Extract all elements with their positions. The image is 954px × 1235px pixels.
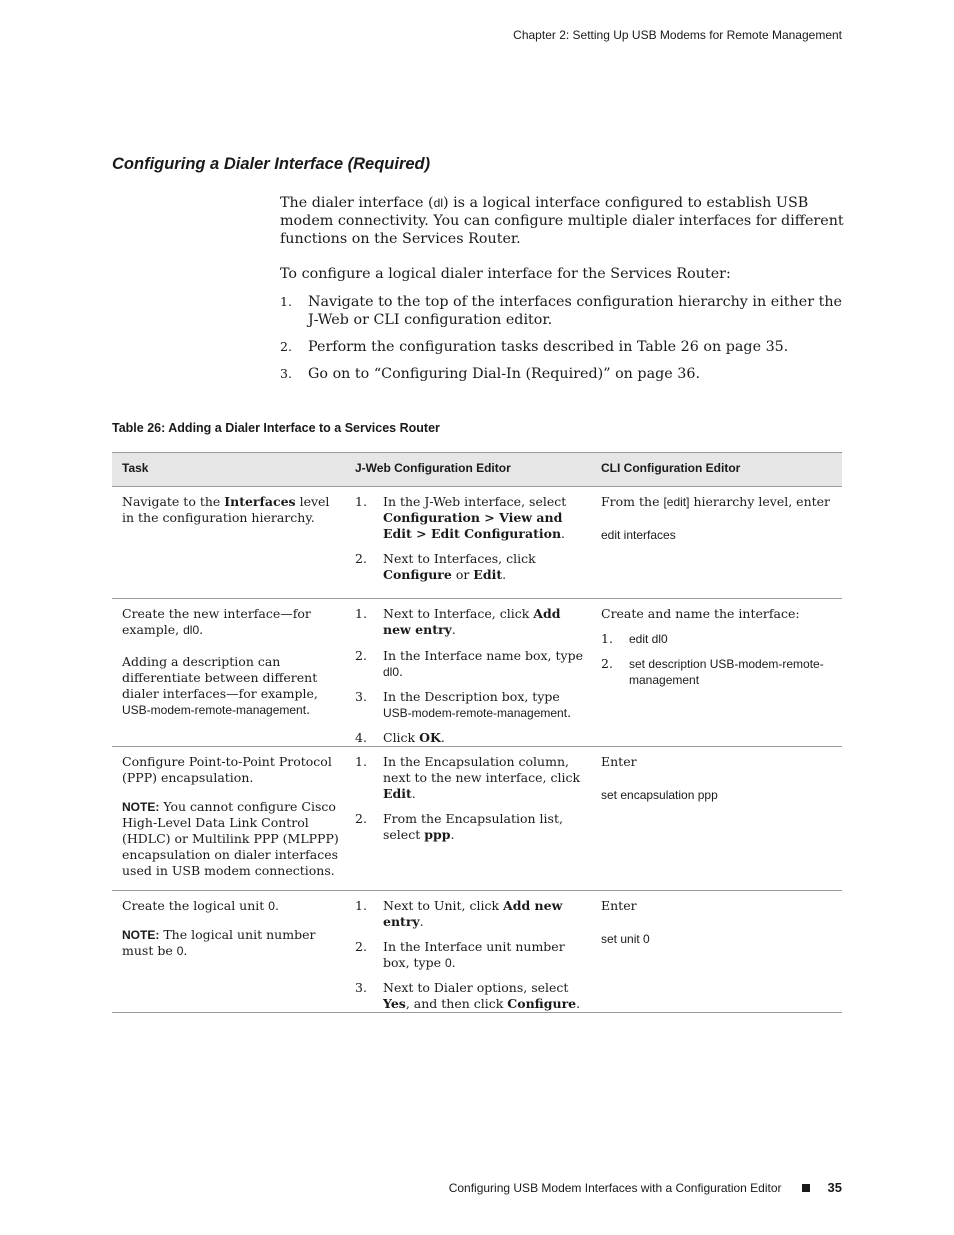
jweb-step: 1. Next to Interface, click Add new entry. [355, 606, 561, 637]
cli-cell: Enter set encapsulation ppp [601, 754, 836, 803]
table-header-row [112, 452, 842, 487]
jweb-step: 2. Next to Interfaces, click Configure or Edit. [355, 551, 536, 582]
page-number: 35 [827, 1180, 842, 1195]
procedure-step: 1. Navigate to the top of the interfaces configuration hierarchy in either the J-Web or CLI configuration editor. [280, 294, 842, 328]
jweb-cell [355, 754, 587, 852]
cli-command: edit interfaces [601, 528, 676, 542]
jweb-cell [355, 898, 587, 1021]
task-cell: Create the logical unit 0. NOTE: The logical unit number must be 0. [122, 898, 316, 958]
jweb-step: 1. In the J-Web interface, select Configuration > View and Edit > Edit Configuration. [355, 494, 567, 541]
section-title: Configuring a Dialer Interface (Required) [112, 155, 431, 173]
procedure-step: 3. Go on to “Configuring Dial-In (Required)” on page 36. [280, 366, 701, 382]
jweb-cell [355, 494, 587, 592]
cli-cell: Enter set unit 0 [601, 898, 836, 947]
task-cell: Create the new interface—for example, dl0. Adding a description can differentiate between different dialer interfaces—for example, USB-modem-remote-management. [122, 606, 318, 717]
task-cell: Navigate to the Interfaces level in the configuration hierarchy. [122, 494, 330, 525]
page-footer [449, 1180, 842, 1195]
intro-paragraph-2: To configure a logical dialer interface for the Services Router: [280, 266, 731, 282]
table-row [112, 747, 842, 891]
note-label: NOTE: [122, 800, 160, 814]
jweb-step: 2. In the Interface unit number box, type 0. [355, 939, 565, 970]
jweb-step: 2. In the Interface name box, type dl0. [355, 648, 583, 679]
task-cell: Configure Point-to-Point Protocol (PPP) encapsulation. NOTE: You cannot configure Cisco High-Level Data Link Control (HDLC) or Multilink PPP (MLPPP) encapsulation on dialer interfaces used in USB modem connections. [122, 754, 339, 878]
procedure-step: 2. Perform the configuration tasks described in Table 26 on page 35. [280, 339, 789, 355]
jweb-step: 4. Click OK. [355, 730, 445, 745]
cli-step: 2. set description USB-modem-remote-management [601, 656, 824, 687]
header-task: Task [122, 461, 149, 475]
cli-command: set unit 0 [601, 932, 650, 946]
header-jweb: J-Web Configuration Editor [355, 461, 511, 475]
jweb-step: 3. In the Description box, type USB-modem-remote-management. [355, 689, 572, 720]
table-caption: Table 26: Adding a Dialer Interface to a Services Router [112, 421, 440, 435]
table-row [112, 599, 842, 747]
jweb-step: 1. Next to Unit, click Add new entry. [355, 898, 563, 929]
procedure-steps [280, 293, 845, 392]
jweb-step: 3. Next to Dialer options, select Yes, and then click Configure. [355, 980, 581, 1011]
header-cli: CLI Configuration Editor [601, 461, 741, 475]
running-header: Chapter 2: Setting Up USB Modems for Remote Management [513, 28, 842, 42]
note-label: NOTE: [122, 928, 160, 942]
jweb-step: 2. From the Encapsulation list, select ppp. [355, 811, 563, 842]
jweb-step: 1. In the Encapsulation column, next to the new interface, click Edit. [355, 754, 581, 801]
cli-step: 1. edit dl0 [601, 631, 668, 646]
cli-cell: Create and name the interface: 1. edit dl0 2. set description USB-modem-remote-management [601, 606, 836, 697]
table-row [112, 487, 842, 599]
intro-paragraph: The dialer interface (dl) is a logical interface configured to establish USB modem connectivity. You can configure multiple dialer interfaces for different functions on the Services Router. [280, 195, 844, 247]
cli-cell: From the [edit] hierarchy level, enter edit interfaces [601, 494, 836, 543]
cli-command: set encapsulation ppp [601, 788, 718, 802]
table-row [112, 891, 842, 1013]
square-bullet-icon [802, 1184, 810, 1192]
footer-title: Configuring USB Modem Interfaces with a Configuration Editor [448, 1180, 782, 1195]
jweb-cell [355, 606, 587, 755]
config-table [112, 452, 842, 1013]
